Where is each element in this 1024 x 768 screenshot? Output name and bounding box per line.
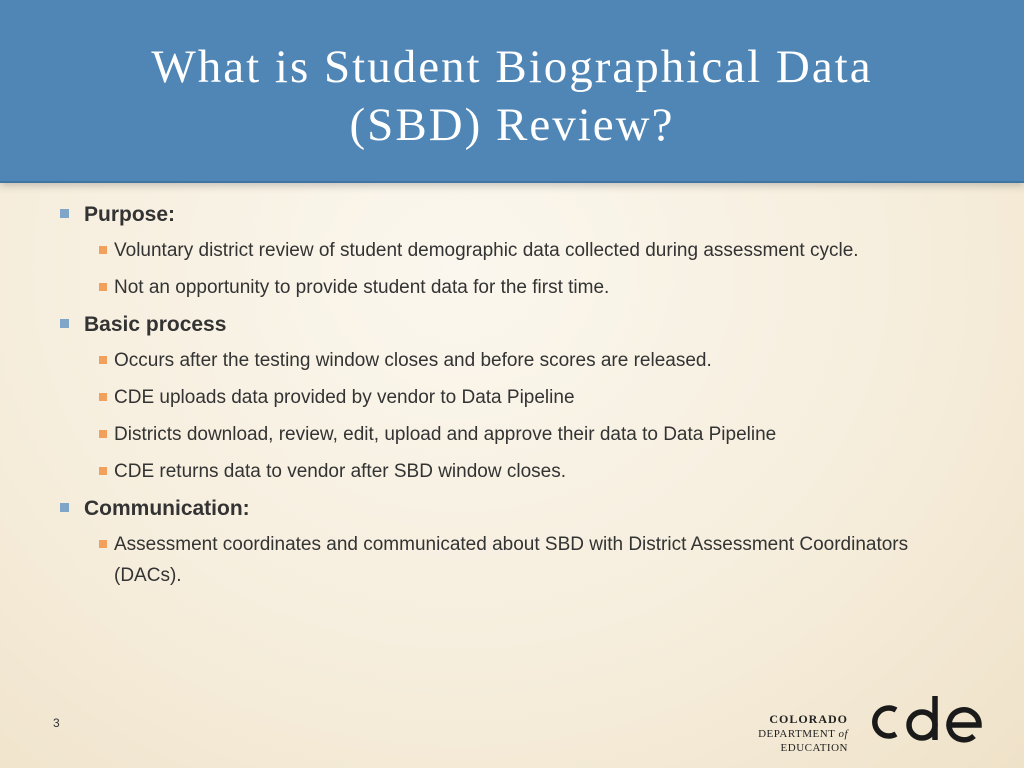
square-bullet-icon (99, 246, 107, 254)
list-item (60, 272, 960, 303)
section-heading-label: Communication: (84, 497, 250, 520)
communication-list (60, 529, 960, 591)
list-item (60, 382, 960, 413)
logo-department (692, 727, 848, 755)
logo-dept-pre: DEPARTMENT (758, 728, 836, 740)
slide-title (40, 38, 984, 154)
slide-content (60, 199, 960, 597)
list-item-text: CDE returns data to vendor after SBD window closes. (114, 461, 566, 482)
square-bullet-icon (99, 430, 107, 438)
slide-title-line-2: (SBD) Review? (349, 99, 675, 151)
list-item-text: Assessment coordinates and communicated about SBD with District Assessment Coordinators (DACs). (114, 534, 909, 586)
logo-wordmark (692, 712, 848, 755)
logo-state: COLORADO (769, 712, 848, 726)
square-bullet-icon (99, 393, 107, 401)
section-heading-purpose (60, 199, 960, 231)
square-bullet-icon (99, 540, 107, 548)
logo-dept-post: EDUCATION (780, 742, 848, 754)
section-heading-label: Basic process (84, 313, 227, 336)
title-bar (0, 0, 1024, 183)
list-item (60, 345, 960, 376)
square-bullet-icon (60, 503, 69, 512)
slide-number: 3 (53, 716, 60, 730)
cde-logo-mark-icon (862, 694, 988, 748)
square-bullet-icon (99, 283, 107, 291)
square-bullet-icon (99, 356, 107, 364)
purpose-list (60, 235, 960, 303)
section-heading-communication (60, 493, 960, 525)
square-bullet-icon (60, 319, 69, 328)
square-bullet-icon (99, 467, 107, 475)
list-item-text: Not an opportunity to provide student data for the first time. (114, 277, 610, 298)
slide-title-line-1: What is Student Biographical Data (151, 41, 873, 93)
list-item-text: Voluntary district review of student demographic data collected during assessment cycle. (114, 240, 859, 261)
list-item (60, 235, 960, 266)
list-item (60, 529, 960, 591)
logo-dept-of: of (838, 728, 848, 740)
list-item (60, 419, 960, 450)
basic-process-list (60, 345, 960, 487)
list-item-text: CDE uploads data provided by vendor to Data Pipeline (114, 387, 575, 408)
cde-logo (692, 694, 992, 754)
section-heading-label: Purpose: (84, 203, 176, 226)
section-heading-basic-process (60, 309, 960, 341)
list-item-text: Occurs after the testing window closes and before scores are released. (114, 350, 712, 371)
list-item (60, 456, 960, 487)
list-item-text: Districts download, review, edit, upload and approve their data to Data Pipeline (114, 424, 777, 445)
square-bullet-icon (60, 209, 69, 218)
